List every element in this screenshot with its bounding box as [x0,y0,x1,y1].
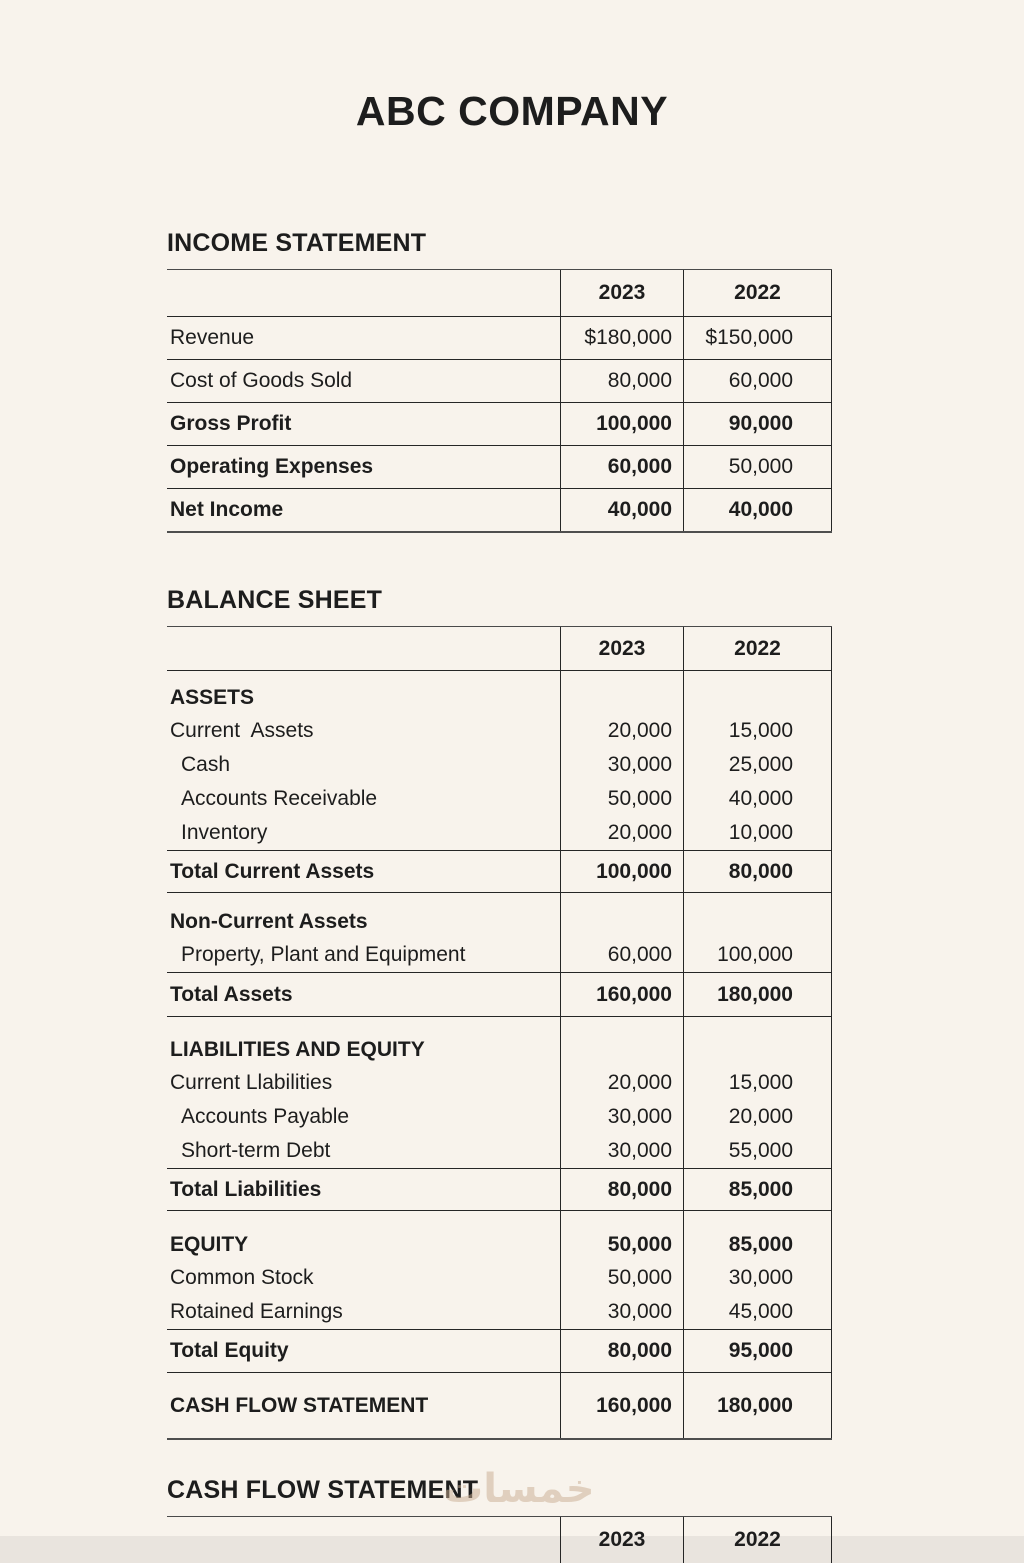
row-label: Non-Current Assets [170,910,368,933]
page-content [167,228,832,1563]
row-label: ASSETS [170,686,255,709]
row-value-2023 [560,671,683,714]
row-label: Revenue [170,326,255,349]
row-value-2022: 40,000 [683,489,832,531]
balance-row-short-term-debt [167,1134,832,1168]
row-value-2023: 60,000 [560,938,683,972]
row-label: Total Assets [170,982,293,1006]
balance-row-inventory [167,816,832,850]
row-value-2023: 40,000 [560,489,683,531]
row-value-2023: 20,000 [560,816,683,850]
row-value-2023: 80,000 [560,360,683,402]
row-label: Net Income [170,498,284,521]
balance-row-liabilities-and-equity [167,1016,832,1066]
row-value-2022: 180,000 [683,973,832,1016]
row-value-2022: $150,000 [683,317,832,359]
page-title: ABC COMPANY [355,88,669,134]
cash-flow-header-row [167,1517,832,1563]
balance-header-2023: 2023 [560,627,683,670]
row-value-2023 [560,1017,683,1066]
row-label: CASH FLOW STATEMENT [170,1393,429,1417]
row-value-2022 [683,893,832,938]
row-value-2023: 30,000 [560,748,683,782]
row-label: Total Equity [170,1339,289,1362]
balance-row-non-current-assets [167,892,832,938]
row-value-2022: 55,000 [683,1134,832,1168]
balance-row-current-liabilities [167,1066,832,1100]
cash-flow-header-2023: 2023 [560,1517,683,1563]
row-value-2022: 10,000 [683,816,832,850]
balance-row-total-assets [167,972,832,1016]
balance-header-2022: 2022 [683,627,832,670]
balance-row-total-current-assets [167,850,832,892]
income-row-revenue [167,316,832,359]
row-value-2022: 95,000 [683,1330,832,1372]
row-value-2022: 15,000 [683,714,832,748]
balance-row-accounts-payable [167,1100,832,1134]
row-value-2022 [683,671,832,714]
row-value-2023: 30,000 [560,1134,683,1168]
row-value-2022: 90,000 [683,403,832,445]
row-value-2022: 85,000 [683,1211,832,1261]
balance-row-assets [167,670,832,714]
row-value-2023: 100,000 [560,851,683,892]
row-value-2022: 15,000 [683,1066,832,1100]
balance-row-accounts-receivable [167,782,832,816]
row-value-2023: $180,000 [560,317,683,359]
balance-row-total-liabilities [167,1168,832,1210]
balance-row-cash-flow-statement [167,1372,832,1438]
row-value-2023: 80,000 [560,1169,683,1210]
balance-row-current-assets [167,714,832,748]
row-value-2022: 85,000 [683,1169,832,1210]
cash-flow-table [167,1516,832,1563]
row-value-2022: 25,000 [683,748,832,782]
row-value-2023: 20,000 [560,714,683,748]
row-label: Total Liabilities [170,1177,322,1201]
row-value-2022: 50,000 [683,446,832,488]
income-header-row [167,270,832,316]
cash-flow-header-2022: 2022 [683,1517,832,1563]
row-label: Short-term Debt [181,1139,331,1162]
row-label: Accounts Receivable [181,787,378,810]
row-value-2022 [683,1017,832,1066]
row-label: Rotained Earnings [170,1300,343,1323]
row-value-2023: 50,000 [560,1211,683,1261]
row-label: Cost of Goods Sold [170,369,353,392]
balance-row-total-equity [167,1329,832,1372]
cash-flow-heading: CASH FLOW STATEMENT [167,1476,479,1504]
watermark: خمسات [443,1466,595,1512]
row-value-2022: 45,000 [683,1295,832,1329]
row-label: Gross Profit [170,412,292,435]
balance-row-common-stock [167,1261,832,1295]
row-value-2023: 100,000 [560,403,683,445]
row-label: Total Current Assets [170,859,375,883]
income-row-gross-profit [167,402,832,445]
row-value-2022: 40,000 [683,782,832,816]
row-value-2023: 60,000 [560,446,683,488]
row-value-2022: 30,000 [683,1261,832,1295]
balance-row-ppe [167,938,832,972]
balance-row-cash [167,748,832,782]
row-value-2022: 60,000 [683,360,832,402]
income-row-operating-expenses [167,445,832,488]
income-row-cogs [167,359,832,402]
balance-header-row [167,627,832,670]
row-label: Inventory [181,821,268,844]
income-row-net-income [167,488,832,531]
row-value-2023 [560,893,683,938]
balance-row-equity [167,1210,832,1261]
income-header-2022: 2022 [683,270,832,316]
row-label: Accounts Payable [181,1105,350,1128]
income-header-2023: 2023 [560,270,683,316]
row-value-2023: 160,000 [560,1373,683,1438]
row-value-2023: 50,000 [560,1261,683,1295]
row-label: Common Stock [170,1266,314,1289]
row-value-2022: 180,000 [683,1373,832,1438]
income-statement-heading: INCOME STATEMENT [167,229,427,257]
balance-sheet-table [167,626,832,1440]
row-value-2023: 20,000 [560,1066,683,1100]
row-value-2022: 80,000 [683,851,832,892]
row-value-2022: 100,000 [683,938,832,972]
row-label: Property, Plant and Equipment [181,943,466,966]
row-label: Operating Expenses [170,455,374,478]
row-value-2023: 50,000 [560,782,683,816]
row-value-2023: 80,000 [560,1330,683,1372]
balance-row-retained-earnings [167,1295,832,1329]
row-value-2023: 30,000 [560,1100,683,1134]
row-label: Cash [181,753,231,776]
income-statement-table [167,269,832,533]
row-value-2023: 30,000 [560,1295,683,1329]
row-value-2023: 160,000 [560,973,683,1016]
row-label: Current Llabilities [170,1071,333,1094]
row-label: EQUITY [170,1233,249,1256]
row-value-2022: 20,000 [683,1100,832,1134]
balance-sheet-heading: BALANCE SHEET [167,586,383,614]
row-label: Current Assets [170,719,314,742]
row-label: LIABILITIES AND EQUITY [170,1038,425,1061]
